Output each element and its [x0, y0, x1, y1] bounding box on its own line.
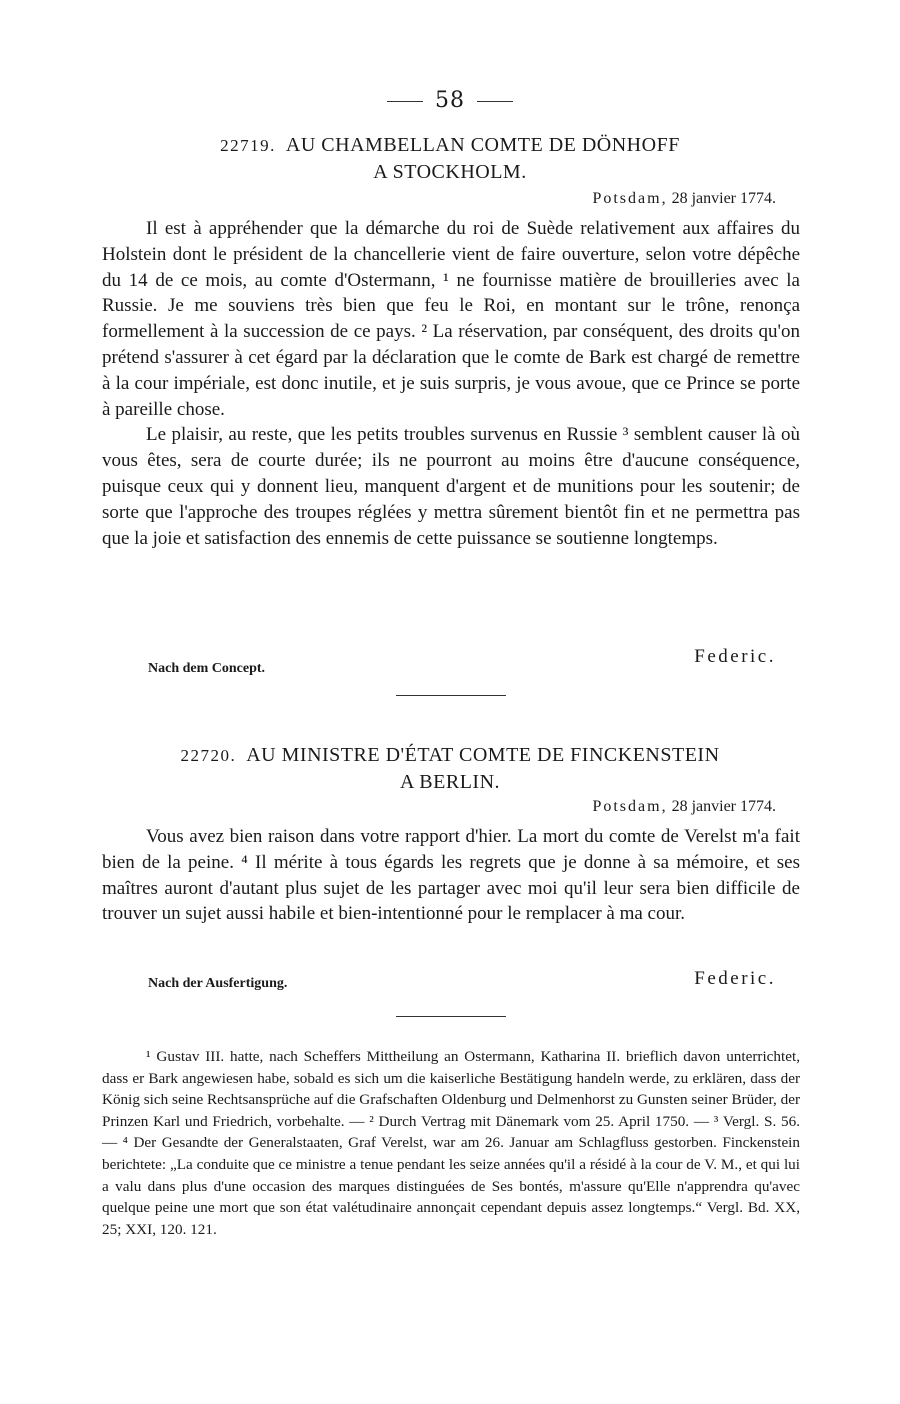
letter-body: [102, 216, 800, 551]
letter-heading: [100, 132, 800, 185]
letter-heading-line1: [100, 132, 800, 159]
letter-paragraph: Il est à appréhender que la démarche du roi de Suède relativement aux affaires du Holstein dont le président de la chancellerie vient de faire ouverture, selon votre dépêche du 14 de ce mois, au comte d'Ostermann, ¹ ne fournisse matière de brouilleries avec la Russie. Je me souviens très bien que feu le Roi, en montant sur le trône, renonça formellement à la succession de ce pays. ² La réservation, par conséquent, des droits qu'on prétend s'assurer à cet égard par la déclaration que le comte de Bark est chargé de remettre à la cour impériale, est donc inutile, et je suis surpris, je vous avoue, que ce Prince se porte à pareille chose.: [102, 218, 800, 420]
letter-date: 28 janvier 1774.: [671, 798, 776, 815]
letter-source-note: Nach der Ausfertigung.: [148, 976, 288, 991]
letter-number: 22719.: [220, 136, 276, 155]
letter-destination: A BERLIN.: [399, 771, 501, 793]
letter-paragraph: Le plaisir, au reste, que les petits troubles survenus en Russie ³ semblent causer là où vous êtes, sera de courte durée; ils ne pourront au moins être d'aucune conséquence, puisque ceux qui y donnent lieu, manquent d'argent et de munitions pour les soutenir; de sorte que l'approche des troupes réglées y mettra sûrement bientôt fin et ne permettra pas que la joie et satisfaction des ennemis de cette puissance se soutienne longtemps.: [102, 424, 800, 549]
page-number-dash-right: [477, 101, 513, 102]
page-number-dash-left: [387, 101, 423, 102]
section-divider: [396, 1016, 506, 1017]
letter-signature: Federic.: [694, 968, 776, 989]
letter-destination: A STOCKHOLM.: [373, 161, 527, 183]
letter-recipient: AU MINISTRE D'ÉTAT COMTE DE FINCKENSTEIN: [246, 744, 720, 766]
letter-heading-line1: [100, 742, 800, 769]
letter-heading: [100, 742, 800, 795]
letter-body: [102, 824, 800, 927]
page-number-text: 58: [435, 88, 465, 113]
page-number: [0, 88, 900, 113]
letter-dateline: [592, 798, 776, 816]
letter-number: 22720.: [180, 746, 237, 765]
letter-place: Potsdam,: [592, 190, 668, 207]
letter-date: 28 janvier 1774.: [671, 190, 776, 207]
letter-recipient: AU CHAMBELLAN COMTE DE DÖNHOFF: [285, 134, 680, 156]
letter-signature: Federic.: [694, 646, 776, 667]
letter-place: Potsdam,: [592, 798, 668, 815]
letter-paragraph: Vous avez bien raison dans votre rapport d'hier. La mort du comte de Verelst m'a fait bien de la peine. ⁴ Il mérite à tous égards les regrets que je donne à sa mémoire, et ses maîtres auront d'autant plus sujet de les partager avec moi qu'il leur sera bien difficile de trouver un sujet aussi habile et bien-intentionné pour le remplacer à ma cour.: [102, 826, 800, 925]
letter-source-note: Nach dem Concept.: [148, 661, 266, 676]
footnotes-text: ¹ Gustav III. hatte, nach Scheffers Mittheilung an Ostermann, Katharina II. brieflich davon unterrichtet, dass er Bark angewiesen habe, sobald es sich um die kaiserliche Bestätigung handeln werde, zu erklären, dass der König sich seine Rechtsansprüche auf die Grafschaften Oldenburg und Delmenhorst zu Gunsten seiner Brüder, der Prinzen Karl und Friedrich, vorbehalte. — ² Durch Vertrag mit Dänemark vom 25. April 1750. — ³ Vergl. S. 56. — ⁴ Der Gesandte der Generalstaaten, Graf Verelst, war am 26. Januar am Schlagfluss gestorben. Finckenstein berichtete: „La conduite que ce ministre a tenue pendant les seize années qu'il a résidé à la cour de V. M., et qui lui a valu dans plus d'une occasion des marques distinguées de Ses bontés, m'assure qu'Elle n'apprendra qu'avec quelque peine une mort que son état valétudinaire annonçait cependant depuis assez longtemps.“ Vergl. Bd. XX, 25; XXI, 120. 121.: [102, 1048, 800, 1238]
footnotes: [102, 1046, 800, 1240]
letter-dateline: [592, 190, 776, 208]
section-divider: [396, 695, 506, 696]
